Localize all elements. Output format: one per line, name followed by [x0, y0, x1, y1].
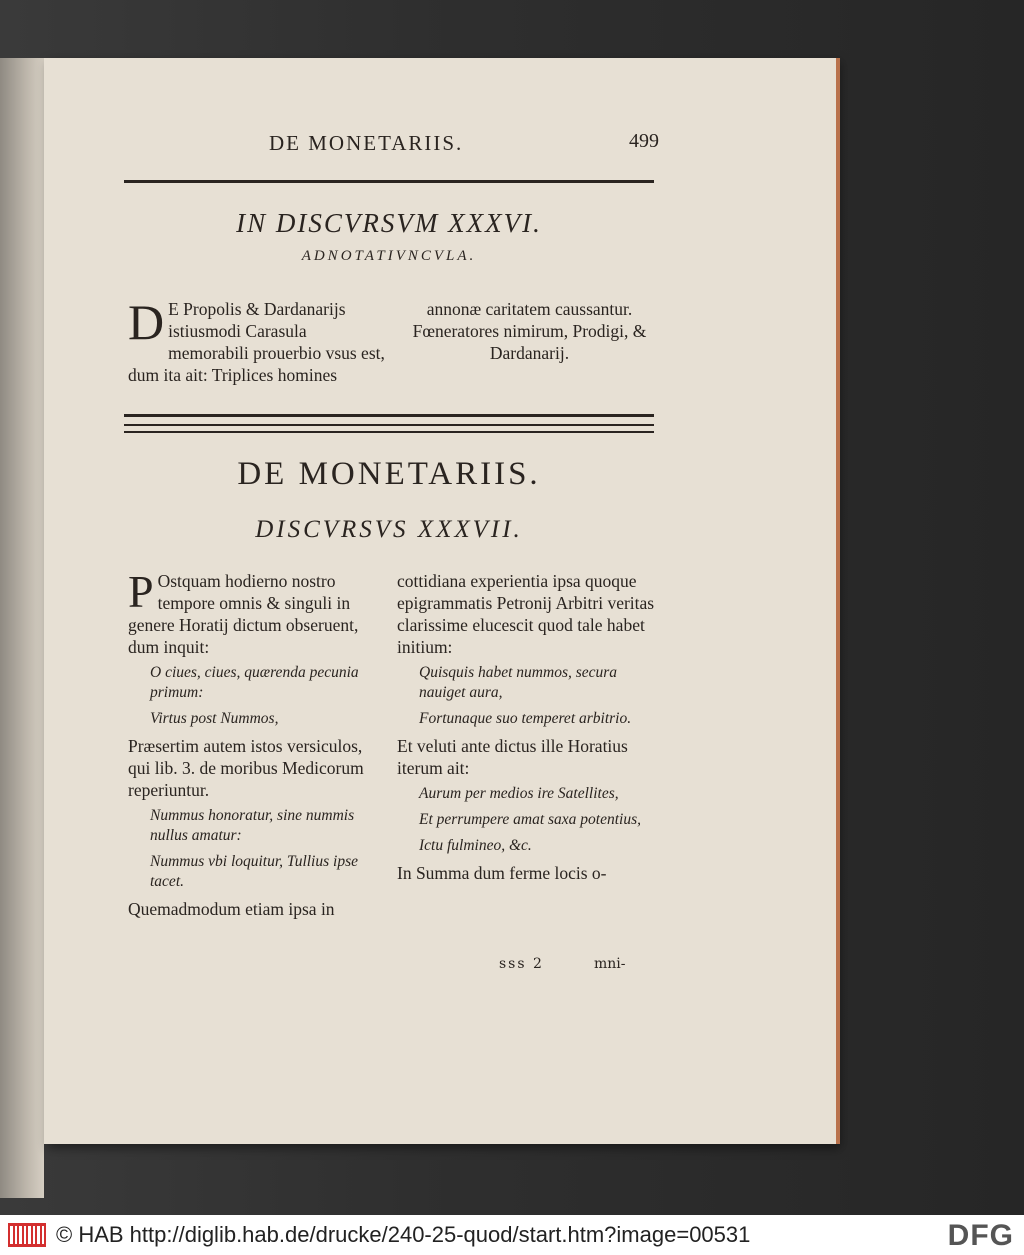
paragraph: Et veluti ante dictus ille Horatius iterum ait:: [397, 736, 628, 778]
adnotatiuncula-left-text: E Propolis & Dardanarijs istiusmodi Carasula memorabili prouerbio vsus est, dum ita ait: Triplices homines: [128, 299, 385, 385]
footer-bar: [0, 1215, 1024, 1255]
section-rule: [124, 431, 654, 433]
chapter-subtitle: DISCVRSVS XXXVII.: [255, 516, 523, 543]
paragraph-text: Ostquam hodierno nostro tempore omnis & singuli in genere Horatij dictum obseruent, dum inquit:: [128, 571, 359, 657]
verse: Nummus honoratur, sine nummis nullus amatur:: [150, 807, 355, 844]
header-rule: [124, 180, 654, 183]
text-column-left: [128, 566, 384, 925]
paragraph: [128, 566, 384, 658]
adnotatiuncula-subtitle: ADNOTATIVNCVLA.: [301, 248, 477, 264]
paragraph: cottidiana experientia ipsa quoque epigrammatis Petronij Arbitri veritas clarissime elucescit quod tale habet initium:: [397, 571, 655, 657]
section-rule: [124, 414, 654, 417]
section-rule: [124, 424, 654, 426]
paragraph: In Summa dum ferme locis o-: [397, 863, 607, 883]
verse: Virtus post Nummos,: [150, 710, 279, 727]
page-number: 499: [629, 130, 659, 152]
verse: Aurum per medios ire Satellites,: [419, 785, 619, 802]
signature-mark: sss 2: [499, 956, 544, 972]
paragraph: Quemadmodum etiam ipsa in: [128, 899, 335, 919]
adnotatiuncula-right-column: [402, 298, 657, 364]
adnotatiuncula-title: IN DISCVRSVM XXXVI.: [236, 208, 542, 238]
page-edge: [836, 58, 840, 1144]
text-column-right: [397, 570, 657, 889]
drop-cap: D: [128, 294, 165, 350]
adnotatiuncula-right-text: annonæ caritatem caussantur. Fœneratores nimirum, Prodigi, & Dardanarij.: [412, 299, 647, 363]
verse: Fortunaque suo temperet arbitrio.: [419, 710, 632, 727]
running-head: DE MONETARIIS.: [269, 131, 464, 155]
verse: Quisquis habet nummos, secura nauiget aura,: [419, 664, 618, 701]
copyright-link[interactable]: © HAB http://diglib.hab.de/drucke/240-25-quod/start.htm?image=00531: [56, 1222, 751, 1247]
hab-logo-icon[interactable]: [8, 1223, 46, 1247]
verse: O ciues, ciues, quærenda pecunia primum:: [150, 664, 359, 701]
previous-page-edge: [0, 58, 44, 1198]
paragraph: Præsertim autem istos versiculos, qui lib. 3. de moribus Medicorum reperiuntur.: [128, 736, 364, 800]
adnotatiuncula-left-column: [128, 294, 390, 386]
verse: Et perrumpere amat saxa potentius,: [419, 811, 641, 828]
verse: Nummus vbi loquitur, Tullius ipse tacet.: [150, 853, 358, 890]
chapter-title: DE MONETARIIS.: [237, 456, 541, 492]
drop-cap: P: [128, 566, 154, 617]
verse: Ictu fulmineo, &c.: [419, 837, 532, 854]
book-page: [44, 58, 836, 1144]
catchword: mni-: [594, 956, 626, 972]
dfg-logo[interactable]: DFG: [947, 1219, 1014, 1252]
